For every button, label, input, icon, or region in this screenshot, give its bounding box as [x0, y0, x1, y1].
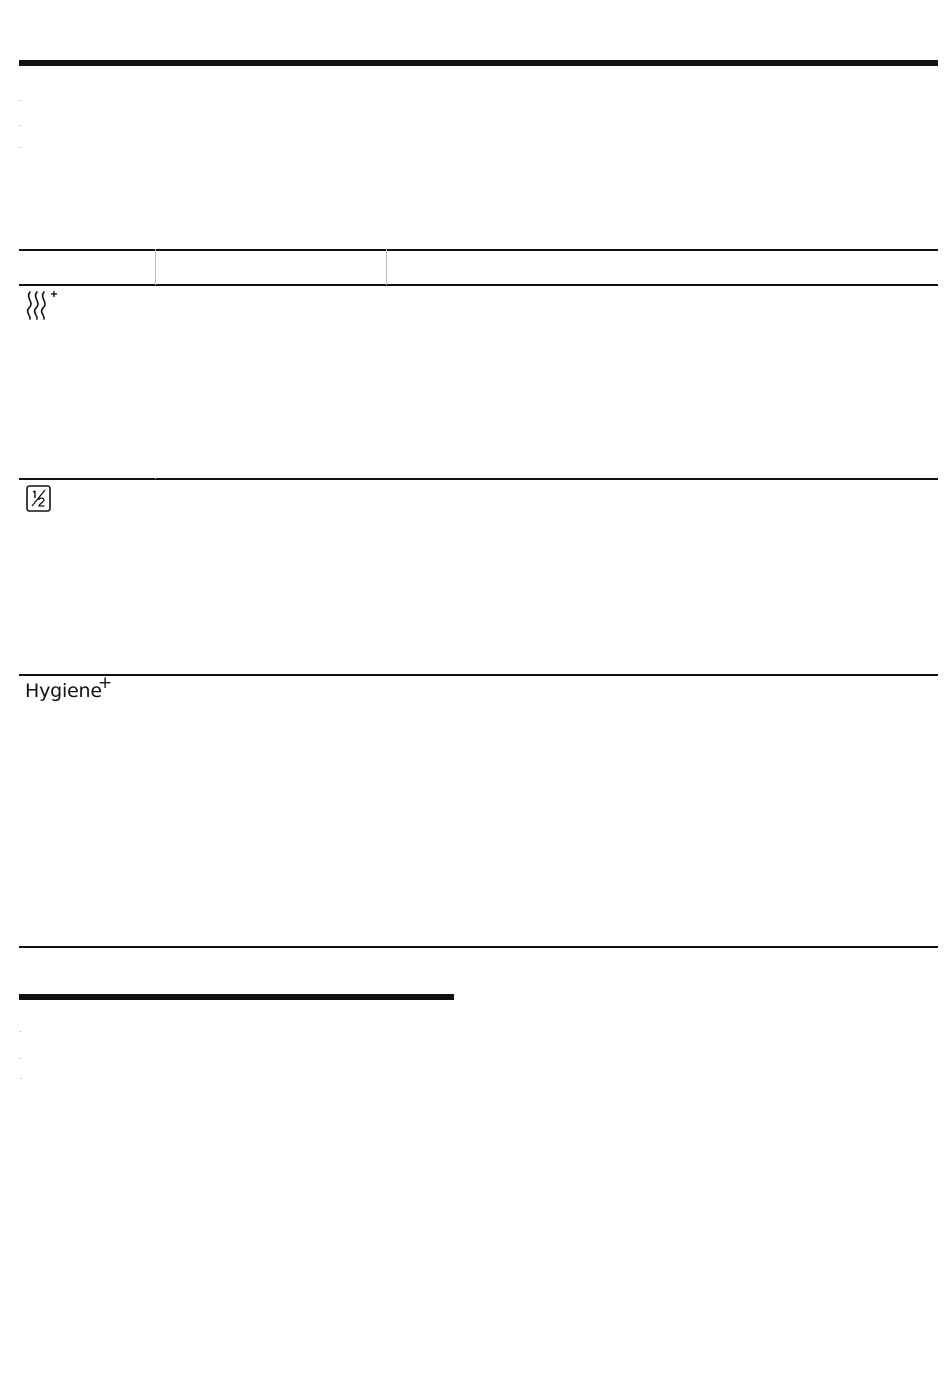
table-bottom-border [19, 946, 938, 948]
intensive-zone-icon [24, 288, 58, 322]
table-header-border [19, 284, 938, 286]
half-load-icon [25, 484, 53, 514]
text-fragment [20, 147, 21, 148]
column-tick [155, 478, 156, 479]
section-heading-rule [19, 994, 454, 1000]
section-heading-rule [19, 60, 938, 66]
text-fragment [20, 1078, 21, 1079]
table-top-border [19, 249, 938, 251]
text-fragment [20, 100, 21, 101]
text-fragment [20, 1031, 21, 1032]
options-table [19, 249, 938, 949]
hygiene-plus-sign: + [98, 673, 113, 693]
column-divider [155, 249, 156, 285]
hygiene-label: Hygiene [25, 680, 102, 702]
row-divider [19, 478, 938, 480]
text-fragment [20, 1058, 21, 1059]
row-divider [19, 674, 938, 676]
text-fragment [20, 125, 21, 126]
column-divider [386, 249, 387, 285]
